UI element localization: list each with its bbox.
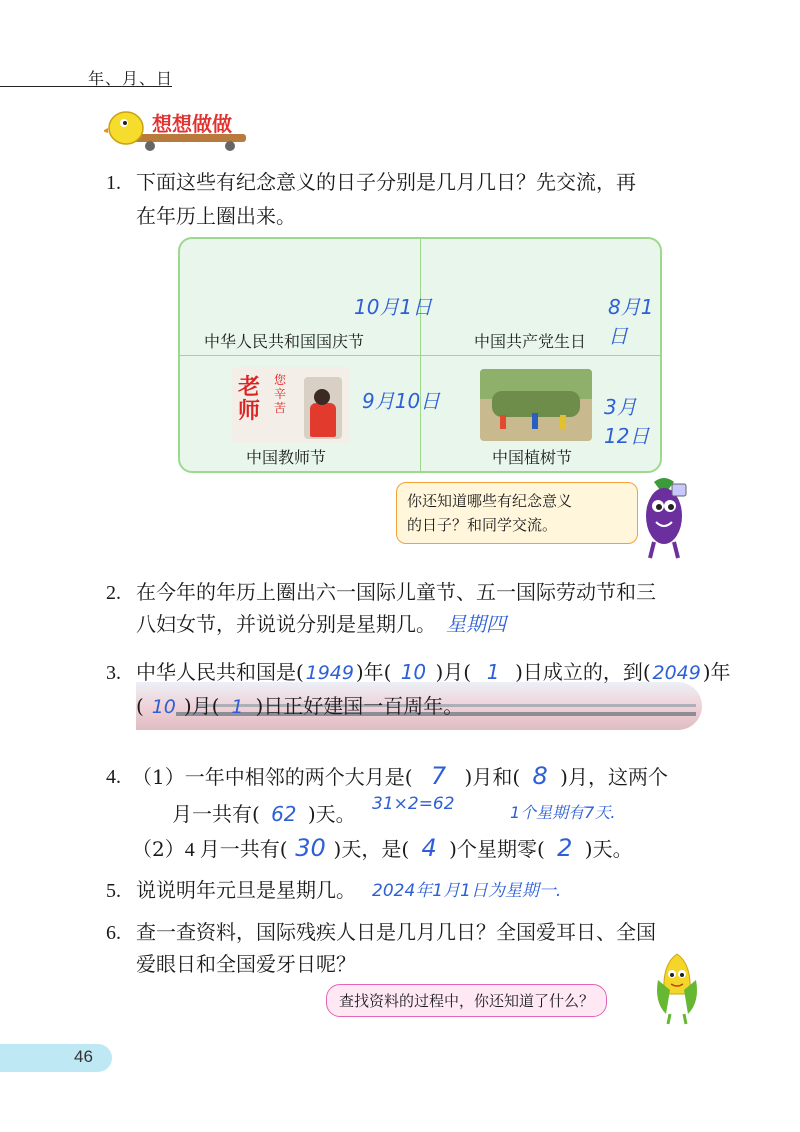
q4-part1-label: （1） — [132, 765, 185, 789]
q4-part1-text-d: 月一共有 — [172, 802, 252, 826]
q4-answer-days: 62 — [271, 802, 297, 826]
q1-text-line1: 下面这些有纪念意义的日子分别是几月几日？先交流，再 — [136, 170, 636, 194]
q3-text-b: 日成立的，到 — [522, 660, 643, 684]
q2-text-line1: 在今年的年历上圈出六一国际儿童节、五一国际劳动节和三 — [136, 580, 656, 604]
q3-number: 3. — [106, 662, 121, 684]
teachers-day-photo — [232, 367, 350, 443]
q4-part1-text-b: 月和 — [472, 765, 513, 789]
answer-national-day: 10月1日 — [354, 295, 433, 319]
commemorative-days-card — [178, 237, 662, 473]
q4-part1-text-c: 月，这两个 — [567, 765, 668, 789]
q4-work: 31×2=62 — [372, 794, 455, 814]
page-number-tab — [0, 1044, 112, 1072]
caption-tree-day: 中国植树节 — [492, 448, 573, 467]
q2-answer: 星期四 — [446, 612, 506, 636]
q1-number: 1. — [106, 172, 121, 194]
q3-text-a: 中华人民共和国是 — [136, 660, 296, 684]
q3-answer-month2: 10 — [151, 696, 176, 718]
page-number: 46 — [74, 1047, 93, 1066]
photo-text-teacher: 老 师 — [238, 374, 261, 424]
q3-answer-day: 1 — [486, 660, 500, 684]
q4-part2-text-b: 天，是 — [341, 837, 402, 861]
tip-line1: 你还知道哪些有纪念意义 — [407, 492, 573, 510]
q4-part1-line2: 月一共有( 62 )天。 — [172, 796, 356, 832]
q4-answer-month1: 7 — [430, 762, 447, 790]
section-title: 年、月、日 — [88, 69, 174, 88]
q3-text-year2: 年 — [710, 660, 731, 684]
q1-text-line2: 在年历上圈出来。 — [136, 204, 296, 228]
q6-text-line1: 查一查资料，国际残疾人日是几月几日？全国爱耳日、全国 — [136, 920, 656, 944]
q4-answer-weeks: 4 — [421, 834, 437, 862]
tree-planting-photo — [480, 369, 592, 441]
q4-part1-text-e: 天。 — [315, 802, 356, 826]
q4-answer-april-days: 30 — [295, 834, 326, 862]
q4-answer-remaining: 2 — [557, 834, 573, 862]
answer-tree-day: 3月12日 — [604, 395, 650, 448]
caption-national-day: 中华人民共和国国庆节 — [204, 332, 365, 351]
q3-text-year: 年 — [363, 660, 384, 684]
q3-answer-year: 1949 — [305, 662, 354, 684]
header-rule — [0, 86, 172, 87]
photo-text-thanks: 您 辛 苦 — [274, 373, 287, 415]
q3-line2: ( 10 )月( 1 )日正好建国一百周年。 — [136, 688, 463, 725]
q4-part2: （2）4 月一共有( 30 )天，是( 4 )个星期零( 2 )天。 — [132, 830, 633, 868]
q4-number: 4. — [106, 766, 121, 788]
q6-number: 6. — [106, 922, 121, 944]
photo-figures — [304, 377, 342, 439]
q5-number: 5. — [106, 880, 121, 902]
q3-answer-day2: 1 — [231, 696, 244, 718]
activity-title: 想想做做 — [152, 112, 232, 136]
q4-note: 1个星期有7天. — [510, 803, 616, 822]
q4-part2-text-d: 天。 — [592, 837, 633, 861]
q4-part2-label: （2） — [132, 837, 185, 861]
tip-line2: 的日子？和同学交流。 — [407, 516, 558, 534]
q4-part2-text-c: 个星期零 — [456, 837, 537, 861]
answer-teachers-day: 9月10日 — [362, 389, 441, 413]
q3-line1: 中华人民共和国是(1949)年( 10 )月( 1 )日成立的，到(2049)年 — [136, 654, 731, 691]
eggplant-mascot-icon — [636, 476, 692, 562]
answer-party-day: 8月1日 — [608, 295, 654, 348]
q4-answer-month2: 8 — [532, 762, 548, 790]
q3-text-month2: 月 — [191, 694, 212, 718]
caption-teachers-day: 中国教师节 — [246, 448, 327, 467]
q3-text-c: 日正好建国一百周年。 — [263, 694, 464, 718]
corn-mascot-icon — [652, 950, 702, 1026]
tip-bubble-commemorative — [396, 482, 638, 544]
activity-banner — [104, 106, 254, 152]
q3-answer-month: 10 — [400, 660, 427, 684]
q6-text-line2: 爱眼日和全国爱牙日呢？ — [136, 952, 356, 976]
q4-part1-line1: （1）一年中相邻的两个大月是( 7 )月和( 8 )月，这两个 — [132, 758, 668, 795]
q5-text: 说说明年元旦是星期几。 — [136, 878, 356, 902]
q2-number: 2. — [106, 582, 121, 604]
q3-text-month: 月 — [443, 660, 464, 684]
caption-party-day: 中国共产党生日 — [474, 332, 587, 351]
tip-bubble-research: 查找资料的过程中，你还知道了什么？ — [326, 984, 607, 1017]
q2-text-line2: 八妇女节，并说说分别是星期几。 — [136, 612, 436, 636]
q3-answer-year2: 2049 — [652, 662, 701, 684]
q4-part2-text-a: 4 月一共有 — [184, 839, 280, 861]
q5-answer: 2024年1月1日为星期一. — [372, 881, 562, 901]
q4-part1-text-a: 一年中相邻的两个大月是 — [184, 765, 405, 789]
card-divider-horizontal — [180, 355, 660, 356]
